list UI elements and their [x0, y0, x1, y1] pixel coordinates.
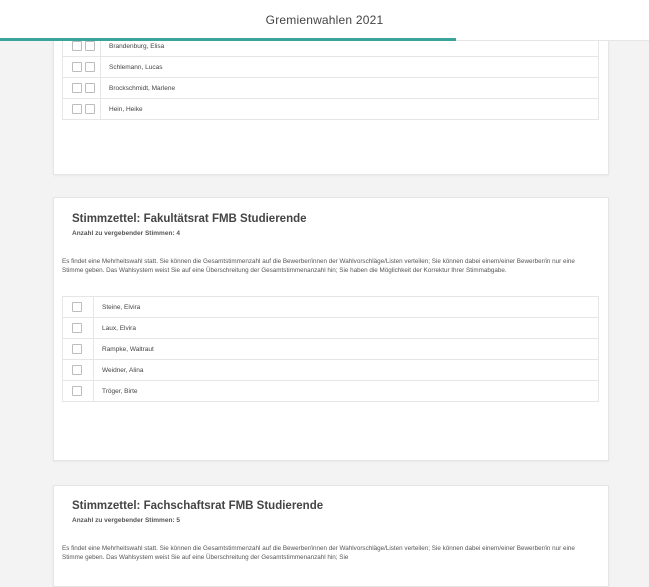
candidate-name: Tröger, Birte	[102, 387, 138, 395]
candidate-name: Rampke, Waltraut	[102, 345, 154, 353]
ballot-title: Stimmzettel: Fachschaftsrat FMB Studierende	[72, 500, 324, 512]
vote-checkbox[interactable]	[72, 323, 82, 333]
candidate-row	[63, 339, 598, 360]
vote-checkbox-2[interactable]	[85, 104, 95, 114]
vote-checkbox[interactable]	[72, 386, 82, 396]
progress-fill	[0, 38, 456, 41]
vote-checkbox[interactable]	[72, 344, 82, 354]
candidate-row	[63, 78, 598, 99]
ballot-vote-count: Anzahl zu vergebender Stimmen: 4	[72, 230, 180, 237]
vote-checkbox[interactable]	[72, 302, 82, 312]
vote-checkbox[interactable]	[72, 365, 82, 375]
candidate-row	[63, 297, 598, 318]
ballot-description: Es findet eine Mehrheitswahl statt. Sie können die Gesamtstimmenzahl auf die Bewerber/innen der Wahlvorschläge/Listen verteilen; Sie können dabei einem/einer Bewerber/in nur eine Stimme geben. Das Wahlsystem weist Sie auf eine Überschreitung der Gesamtstimmenanzahl hin; Sie haben die Möglichkeit der Korrektur Ihrer Stimmabgabe.	[62, 258, 575, 274]
candidate-list	[62, 35, 599, 120]
candidate-name: Weidner, Alina	[102, 366, 144, 374]
vote-checkbox-2[interactable]	[85, 41, 95, 51]
candidate-name: Schlemann, Lucas	[109, 63, 163, 71]
vote-checkbox-1[interactable]	[72, 41, 82, 51]
ballot-card	[53, 485, 609, 587]
candidate-row	[63, 99, 598, 119]
candidate-name: Brandenburg, Elisa	[109, 42, 165, 50]
vote-checkbox-1[interactable]	[72, 104, 82, 114]
candidate-name: Brockschmidt, Marlene	[109, 84, 176, 92]
vote-checkbox-1[interactable]	[72, 62, 82, 72]
candidate-row	[63, 318, 598, 339]
vote-checkbox-2[interactable]	[85, 62, 95, 72]
candidate-row	[63, 381, 598, 401]
ballot-description: Es findet eine Mehrheitswahl statt. Sie können die Gesamtstimmenzahl auf die Bewerber/innen der Wahlvorschläge/Listen verteilen; Sie können dabei einem/einer Bewerber/in nur eine Stimme geben. Das Wahlsystem weist Sie auf eine Überschreitung der Gesamtstimmenanzahl hin; Sie	[62, 545, 575, 561]
candidate-name: Hein, Heike	[109, 105, 143, 113]
candidate-name: Steine, Elvira	[102, 303, 141, 311]
ballot-title: Stimmzettel: Fakultätsrat FMB Studierende	[72, 213, 307, 225]
candidate-list	[62, 296, 599, 402]
vote-checkbox-2[interactable]	[85, 83, 95, 93]
progress-bar	[0, 38, 649, 41]
page-title: Gremienwahlen 2021	[265, 13, 384, 27]
vote-checkbox-1[interactable]	[72, 83, 82, 93]
candidate-row	[63, 57, 598, 78]
app-header	[0, 0, 649, 41]
ballot-card	[53, 197, 609, 461]
ballot-vote-count: Anzahl zu vergebender Stimmen: 5	[72, 517, 180, 524]
candidate-row	[63, 360, 598, 381]
candidate-name: Laux, Elvira	[102, 324, 136, 332]
